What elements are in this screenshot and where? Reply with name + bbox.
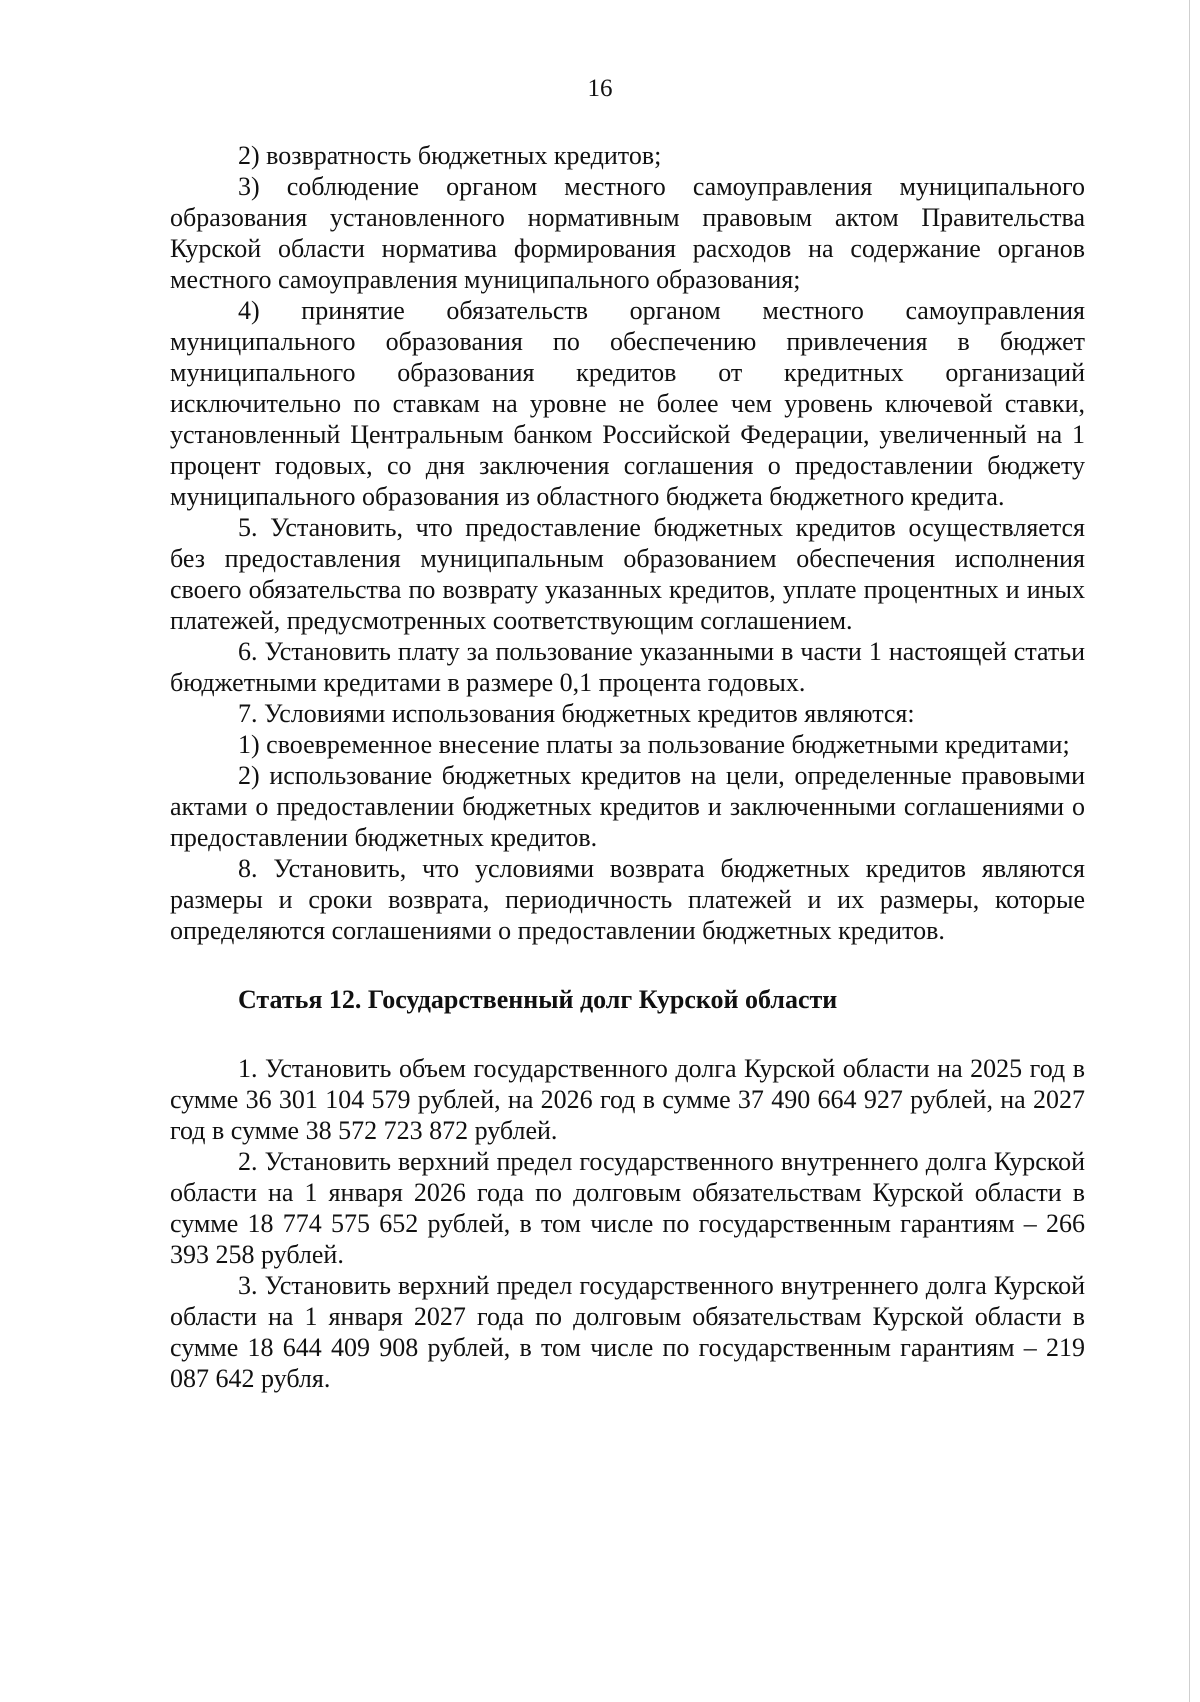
paragraph: 8. Установить, что условиями возврата бюджетных кредитов являются размеры и сроки возврата, периодичность платежей и их размеры, которые определяются соглашениями о предоставлении бюджетных кредитов.: [170, 854, 1085, 945]
paragraph: 2. Установить верхний предел государственного внутреннего долга Курской области на 1 января 2026 года по долговым обязательствам Курской области в сумме 18 774 575 652 рублей, в том числе по государственным гарантиям – 266 393 258 рублей.: [170, 1147, 1085, 1269]
paragraph: 6. Установить плату за пользование указанными в части 1 настоящей статьи бюджетными кредитами в размере 0,1 процента годовых.: [170, 637, 1085, 697]
paragraph: 3) соблюдение органом местного самоуправления муниципального образования установленного нормативным правовым актом Правительства Курской области норматива формирования расходов на содержание органов местного самоуправления муниципального образования;: [170, 172, 1085, 294]
article-heading: Статья 12. Государственный долг Курской области: [238, 985, 838, 1014]
paragraph: 3. Установить верхний предел государственного внутреннего долга Курской области на 1 января 2027 года по долговым обязательствам Курской области в сумме 18 644 409 908 рублей, в том числе по государственным гарантиям – 219 087 642 рубля.: [170, 1271, 1085, 1393]
paragraph: 1) своевременное внесение платы за пользование бюджетными кредитами;: [238, 730, 1070, 759]
paragraph: 2) использование бюджетных кредитов на цели, определенные правовыми актами о предоставлении бюджетных кредитов и заключенными соглашениями о предоставлении бюджетных кредитов.: [170, 761, 1085, 852]
paragraph: 1. Установить объем государственного долга Курской области на 2025 год в сумме 36 301 104 579 рублей, на 2026 год в сумме 37 490 664 927 рублей, на 2027 год в сумме 38 572 723 872 рублей.: [170, 1054, 1085, 1145]
scan-edge-line: [1189, 0, 1190, 1702]
spacer: [170, 946, 1085, 984]
spacer: [170, 1015, 1085, 1053]
paragraph: 5. Установить, что предоставление бюджетных кредитов осуществляется без предоставления муниципальным образованием обеспечения исполнения своего обязательства по возврату указанных кредитов, уплате процентных и иных платежей, предусмотренных соответствующим соглашением.: [170, 513, 1085, 635]
paragraph: 4) принятие обязательств органом местного самоуправления муниципального образования по обеспечению привлечения в бюджет муниципального образования кредитов от кредитных организаций исключительно по ставкам на уровне не более чем уровень ключевой ставки, установленный Центральным банком Российской Федерации, увеличенный на 1 процент годовых, со дня заключения соглашения о предоставлении бюджету муниципального образования из областного бюджета бюджетного кредита.: [170, 296, 1085, 511]
paragraph: 2) возвратность бюджетных кредитов;: [238, 141, 662, 170]
paragraph: 7. Условиями использования бюджетных кредитов являются:: [238, 699, 915, 728]
page-number: 16: [587, 75, 613, 102]
document-body: [170, 140, 1085, 1394]
